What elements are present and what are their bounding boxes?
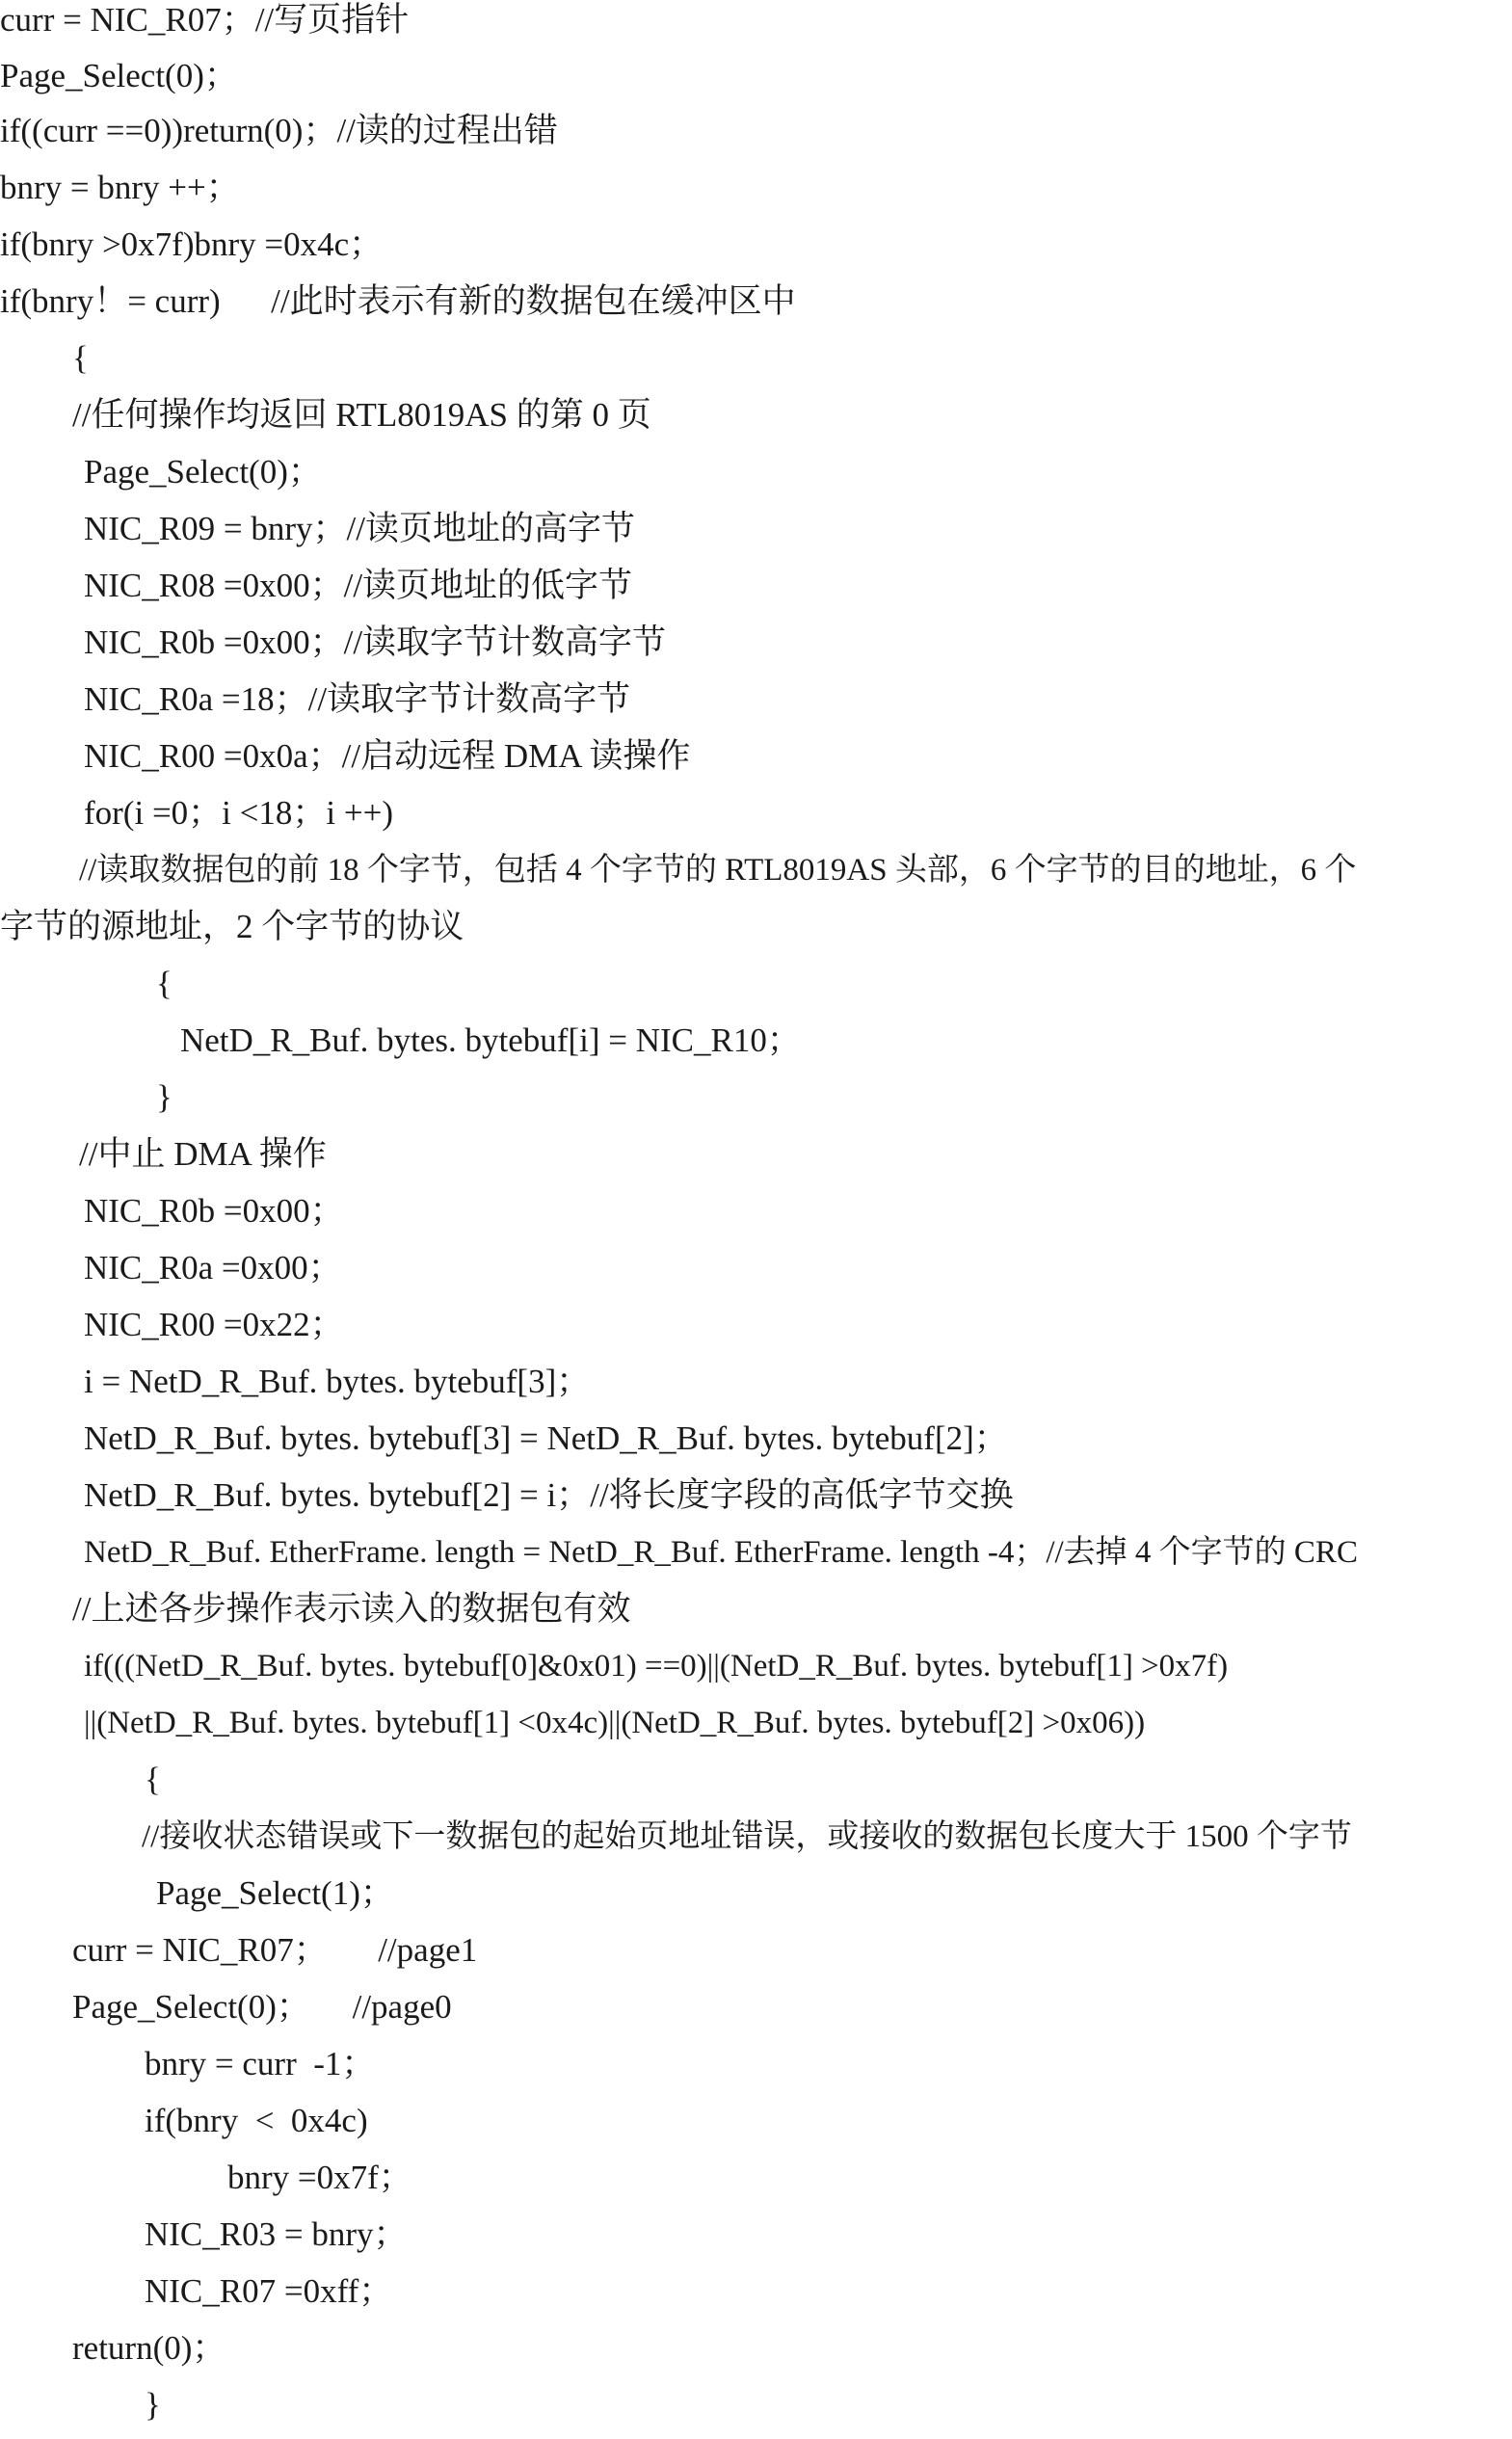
code-line: bnry = curr -1； — [145, 2045, 376, 2082]
code-line: Page_Select(1)； — [156, 1874, 394, 1912]
code-line: if(bnry < 0x4c) — [145, 2102, 368, 2139]
code-line: } — [145, 2386, 161, 2424]
code-line: NIC_R07 =0xff； — [145, 2272, 393, 2310]
code-line: NIC_R09 = bnry；//读页地址的高字节 — [84, 510, 635, 547]
code-line: NetD_R_Buf. EtherFrame. length = NetD_R_Buf. EtherFrame. length -4；//去掉 4 个字节的 CRC — [84, 1535, 1358, 1570]
code-line: NIC_R0a =0x00； — [84, 1249, 342, 1286]
code-line: NIC_R0b =0x00；//读取字节计数高字节 — [84, 623, 667, 661]
code-line: NetD_R_Buf. bytes. bytebuf[i] = NIC_R10； — [180, 1021, 801, 1059]
code-line: NetD_R_Buf. bytes. bytebuf[3] = NetD_R_Buf. bytes. bytebuf[2]； — [84, 1419, 1008, 1457]
code-line: Page_Select(0)； — [0, 57, 238, 94]
code-line: NIC_R08 =0x00；//读页地址的低字节 — [84, 567, 633, 604]
code-line: //接收状态错误或下一数据包的起始页地址错误，或接收的数据包长度大于 1500 个字节 — [142, 1819, 1352, 1854]
code-line: if(((NetD_R_Buf. bytes. bytebuf[0]&0x01) ==0)||(NetD_R_Buf. bytes. bytebuf[1] >0x7f) — [84, 1649, 1229, 1683]
code-line: NIC_R03 = bnry； — [145, 2215, 408, 2253]
code-line: { — [156, 965, 172, 1002]
code-line: } — [156, 1078, 172, 1116]
code-line: { — [145, 1761, 161, 1798]
code-line: //中止 DMA 操作 — [79, 1135, 327, 1173]
code-line: return(0)； — [72, 2329, 226, 2367]
code-line: 字节的源地址，2 个字节的协议 — [0, 908, 464, 945]
code-line: if(bnry >0x7f)bnry =0x4c； — [0, 225, 384, 263]
code-line: NIC_R0a =18；//读取字节计数高字节 — [84, 680, 631, 718]
code-line: { — [72, 339, 89, 377]
code-line: curr = NIC_R07； //page1 — [72, 1931, 478, 1969]
code-line: if((curr ==0))return(0)；//读的过程出错 — [0, 112, 558, 149]
code-line: Page_Select(0)； — [84, 453, 322, 490]
code-line: curr = NIC_R07；//写页指针 — [0, 1, 410, 39]
code-line: if(bnry！= curr) //此时表示有新的数据包在缓冲区中 — [0, 282, 796, 320]
code-line: bnry =0x7f； — [227, 2159, 412, 2196]
code-line: ||(NetD_R_Buf. bytes. bytebuf[1] <0x4c)||(NetD_R_Buf. bytes. bytebuf[2] >0x06)) — [84, 1706, 1146, 1740]
code-line: NIC_R00 =0x22； — [84, 1306, 344, 1343]
code-line: //上述各步操作表示读入的数据包有效 — [72, 1590, 631, 1628]
code-line: //读取数据包的前 18 个字节，包括 4 个字节的 RTL8019AS 头部，6 个字节的目的地址，6 个 — [79, 853, 1357, 888]
code-line: NetD_R_Buf. bytes. bytebuf[2] = i；//将长度字段的高低字节交换 — [84, 1476, 1014, 1514]
code-line: NIC_R0b =0x00； — [84, 1192, 344, 1230]
code-line: bnry = bnry ++； — [0, 169, 240, 206]
code-line: for(i =0；i <18；i ++) — [84, 794, 393, 832]
code-line: i = NetD_R_Buf. bytes. bytebuf[3]； — [84, 1363, 591, 1400]
code-line: Page_Select(0)； //page0 — [72, 1988, 452, 2026]
code-line: NIC_R00 =0x0a；//启动远程 DMA 读操作 — [84, 737, 691, 775]
code-line: //任何操作均返回 RTL8019AS 的第 0 页 — [72, 396, 651, 434]
